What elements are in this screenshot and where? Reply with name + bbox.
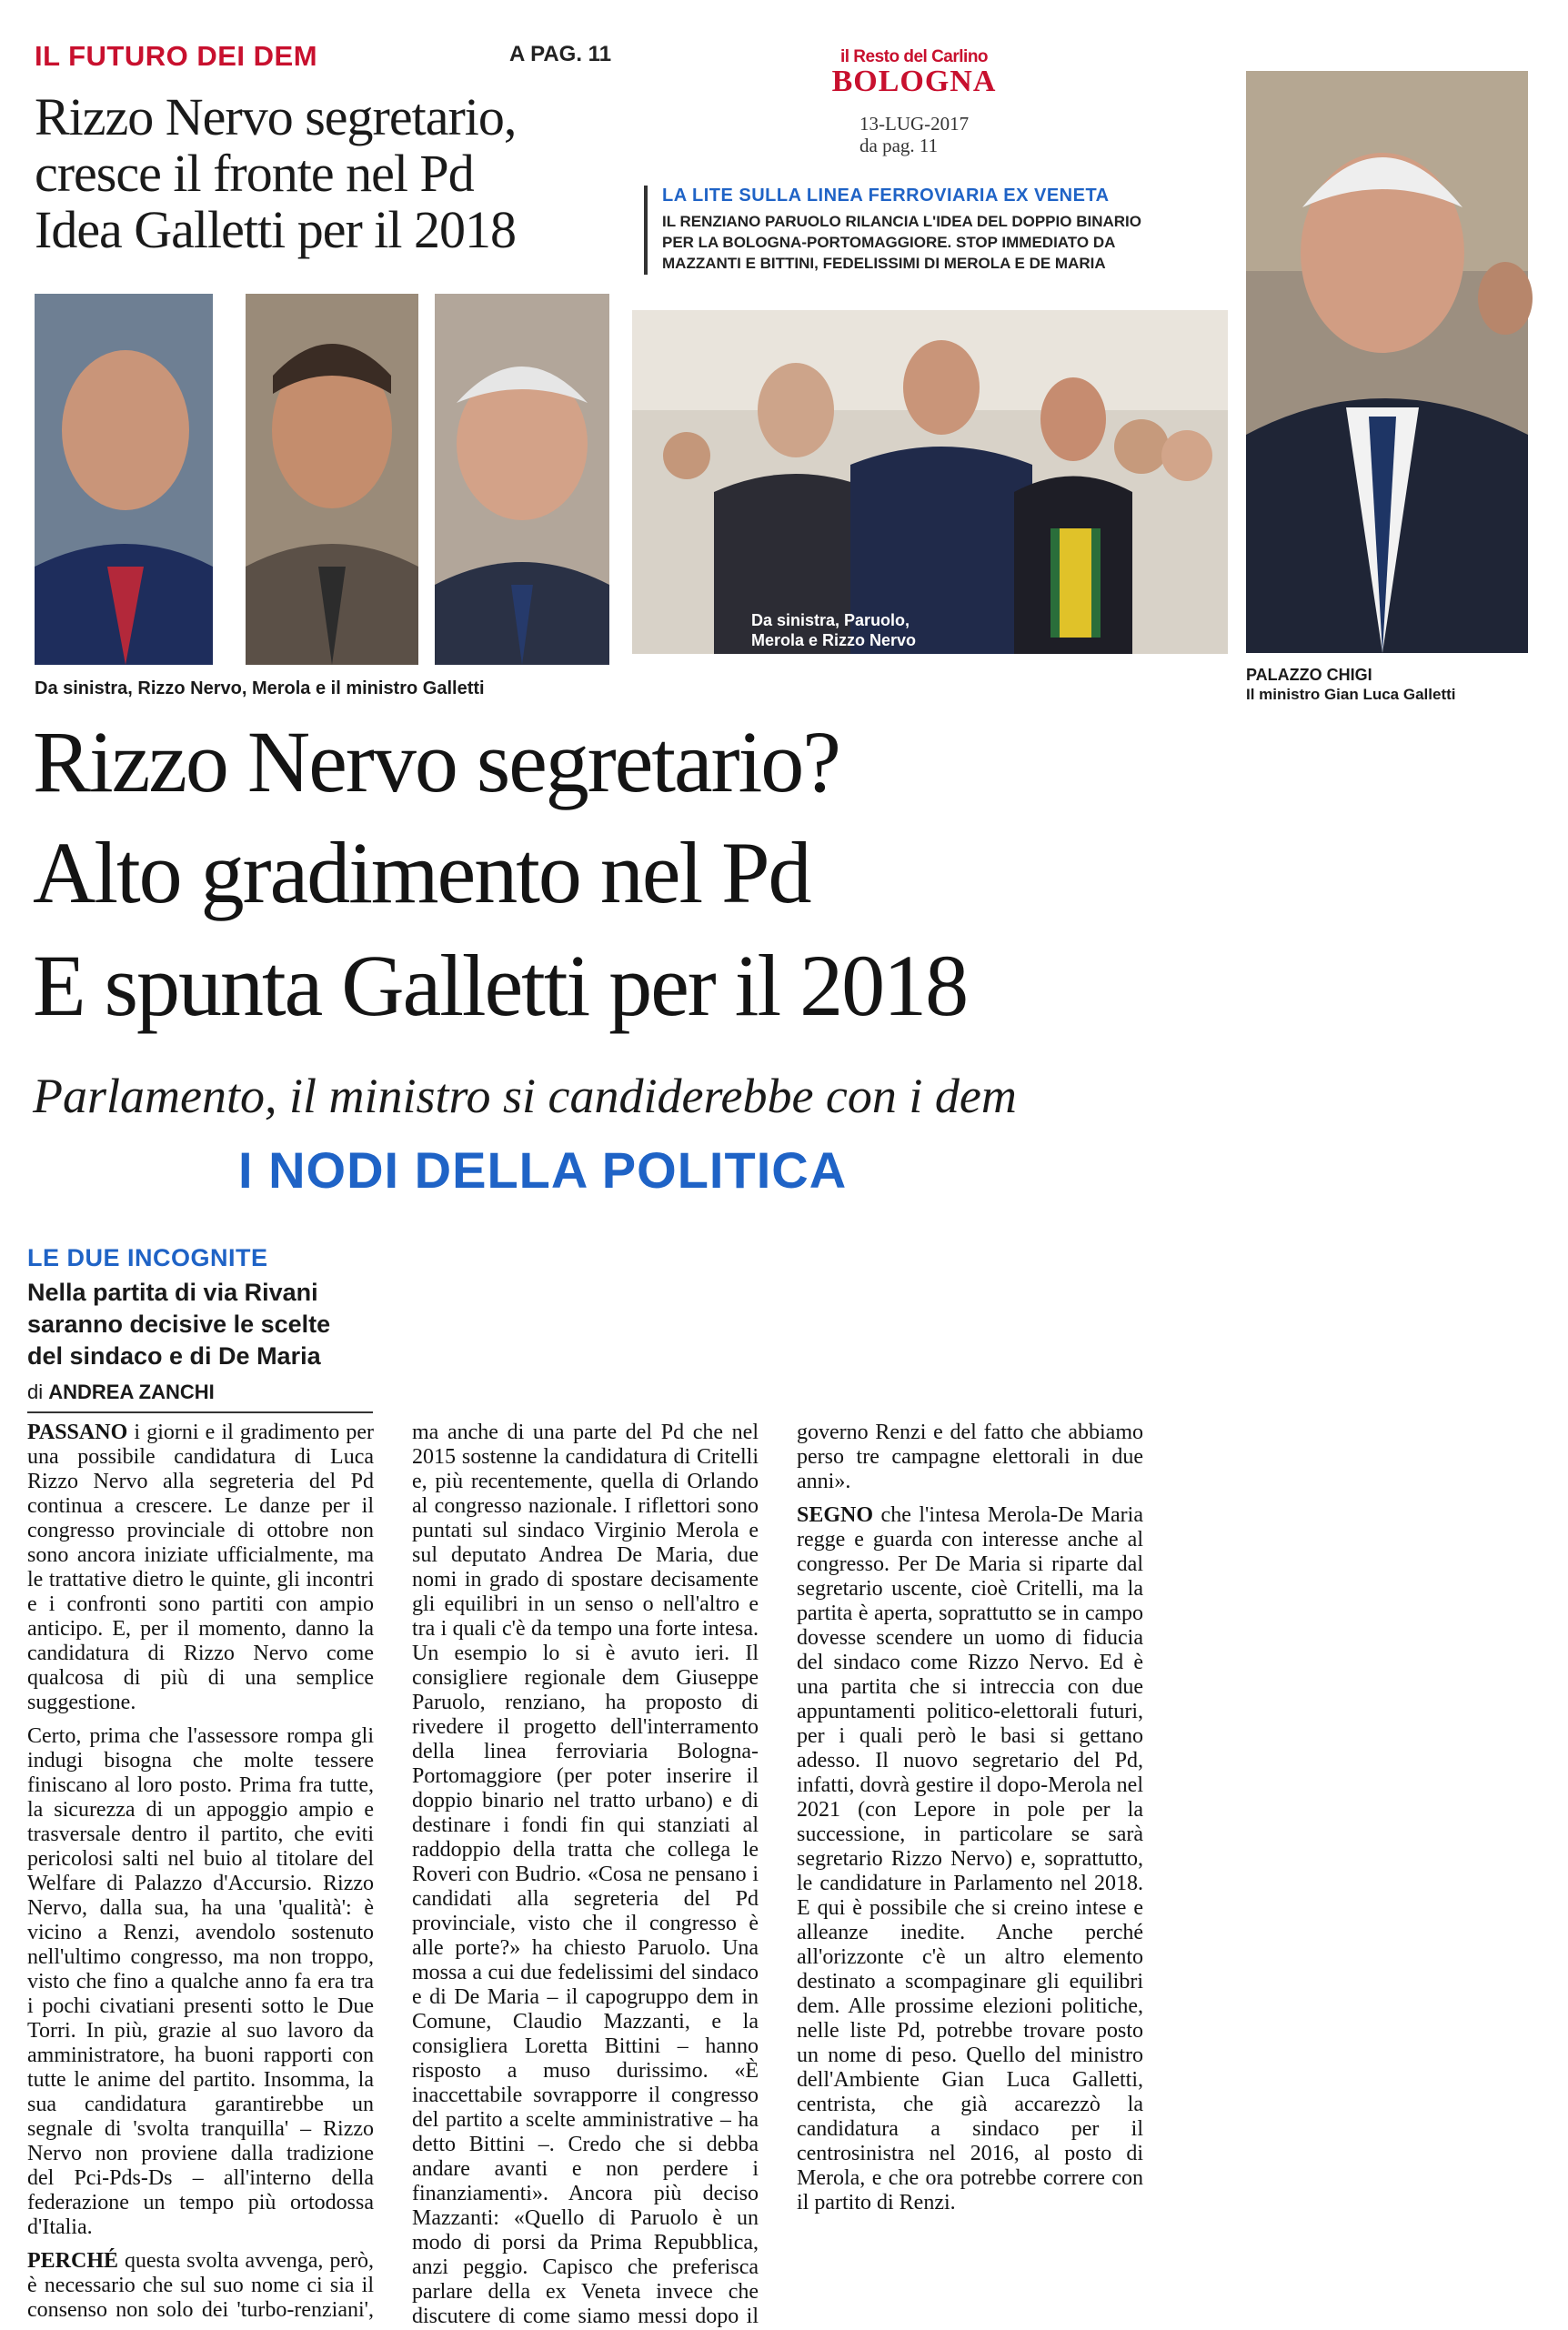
right-photo-caption-2: Il ministro Gian Luca Galletti [1246,686,1456,703]
paragraph-4-lead: SEGNO [797,1503,874,1527]
right-photo-caption-1: PALAZZO CHIGI [1246,666,1372,684]
byline-rule [27,1411,373,1413]
headline-line-3: E spunta Galletti per il 2018 [33,937,968,1034]
byline-author-prefix: di [27,1381,44,1403]
center-photo-caption-1: Da sinistra, Paruolo, [751,611,910,629]
paragraph-1-text: i giorni e il gradimento per una possibile candidatura di Luca Rizzo Nervo alla segreteria del Pd continua a crescere. Le danze per il congresso provinciale di ottobre non sono ancora iniziate ufficialmente, ma le trattative dietro le quinte, gli incontri e i confronti sono partiti con ampio anticipo. E, per il momento, danno la candidatura di Rizzo Nervo come qualcosa di più di una semplice suggestione. [27,1421,374,1714]
headline-line-2: Alto gradimento nel Pd [33,824,810,921]
portrait-merola [246,294,418,665]
article-body [27,1421,1528,2328]
portrait-galletti-right-image [1246,71,1528,653]
subheadline: Parlamento, il ministro si candiderebbe con i dem [33,1069,1017,1123]
byline-author [27,1381,215,1404]
group-photo [632,310,1228,654]
portrait-rizzo-nervo-image [35,294,213,665]
masthead-logo [823,47,1005,96]
paragraph-1 [27,1421,374,1715]
paragraph-3-text: questa svolta avvenga, però, è necessario che sul suo nome ci sia il consenso non solo dei 'turbo-renziani', ma anche di una parte del Pd che nel 2015 sostenne la candidatura di Critelli e, più recentemente, quella di Orlando al congresso nazionale. I riflettori sono puntati sul sindaco Virginio Merola e sul deputato Andrea De Maria, due nomi in grado di spostare decisamente gli equilibri in un senso o nell'altro e tra i quali c'è da tempo una forte intesa. Un esempio lo si è avuto ieri. Il consigliere regionale dem Giuseppe Paruolo, renziano, ha proposto di rivedere il progetto dell'interramento della linea ferroviaria Bologna-Portomaggiore (per poter inserire il doppio binario nel tratto urbano) e di destinare i fondi fin qui stanziati al raddoppio della tratta che collega le Roveri con Budrio. «Cosa ne pensano i candidati alla segreteria del Pd provinciale, visto che il congresso è alle porte?» ha chiesto Paruolo. Una mossa a cui due fedelissimi del sindaco e di De Maria – il capogruppo dem in Comune, Claudio Mazzanti, e la consigliera Loretta Bittini – hanno risposto a muso durissimo. «È inaccettabile sovrapporre il congresso del partito a scelte amministrative – ha detto Bittini –. Credo che si debba andare avanti e non perdere i finanziamenti». Ancora più deciso Mazzanti: «Quello di Paruolo è un modo di porsi da Prima Repubblica, anzi peggio. Capisco che preferisca parlare della ex Veneta invece che discutere di come siamo messi dopo il governo Renzi e del fatto che abbiamo perso tre campagne elettorali in due anni». [27,1421,1143,2328]
clipping-page: da pag. 11 [859,135,939,156]
paragraph-4 [797,1503,1143,2215]
portrait-merola-image [246,294,418,665]
paragraph-2: Certo, prima che l'assessore rompa gli indugi bisogna che molte tessere finiscano al loro posto. Prima fra tutte, la sicurezza di un appoggio ampio e trasversale dentro il partito, che eviti pericolosi salti nel buio al titolare del Welfare di Palazzo d'Accursio. Rizzo Nervo, dalla sua, ha una 'qualità': è vicino a Renzi, avendolo sostenuto nell'ultimo congresso, ma non troppo, visto che fino a qualche anno fa era tra i pochi civatiani presenti sotto le Due Torri. In più, grazie al suo lavoro da amministratore, ha buoni rapporti con tutte le anime del partito. Insomma, la sua candidatura garantirebbe un segnale di 'svolta tranquilla' – Rizzo Nervo non proviene dalla tradizione del Pci-Pds-Ds – all'interno della federazione un tempo più ortodossa d'Italia. [27,1724,374,2239]
sidebar-rule [644,186,648,275]
masthead-title: il Resto del Carlino [839,47,989,66]
byline-summary: Nella partita di via Rivani saranno decisive le scelte del sindaco e di De Maria [27,1279,331,1370]
paragraph-3-lead: PERCHÉ [27,2249,119,2273]
portrait-galletti [435,294,609,665]
sidebar-text: IL RENZIANO PARUOLO RILANCIA L'IDEA DEL DOPPIO BINARIO PER LA BOLOGNA-PORTOMAGGIORE. STOP IMMEDIATO DA MAZZANTI E BITTINI, FEDELISSIMI DI MEROLA E DE MARIA [662,213,1141,272]
clipping-date: 13-LUG-2017 [859,113,970,135]
top-kicker: IL FUTURO DEI DEM [35,40,318,72]
left-photo-caption: Da sinistra, Rizzo Nervo, Merola e il ministro Galletti [35,678,485,698]
teaser-title: Rizzo Nervo segretario, cresce il fronte nel Pd Idea Galletti per il 2018 [35,87,517,259]
headline-line-1: Rizzo Nervo segretario? [33,713,839,810]
portrait-rizzo-nervo [35,294,213,665]
article-columns [27,1421,1528,2330]
sidebar-kicker: LA LITE SULLA LINEA FERROVIARIA EX VENETA [662,186,1110,206]
masthead-city: BOLOGNA [831,65,997,98]
paragraph-1-lead: PASSANO [27,1421,128,1444]
group-photo-image [632,310,1228,654]
byline-kicker: LE DUE INCOGNITE [27,1244,268,1271]
paragraph-4-text: che l'intesa Merola-De Maria regge e guarda con interesse anche al congresso. Per De Maria si riparte dal segretario uscente, cioè Critelli, ma la partita è aperta, soprattutto se in campo dovesse scendere un uomo di fiducia del sindaco come Rizzo Nervo. Ed è una partita che si intreccia con due appuntamenti politico-elettorali futuri, per i quali però le basi si gettano adesso. Il nuovo segretario del Pd, infatti, dovrà gestire il dopo-Merola nel 2021 (con Lepore in pole per la successione, in particolare se sarà segretario Rizzo Nervo) e, soprattutto, le candidature in Parlamento nel 2018. E qui è possibile che si creino intese e alleanze inedite. Anche perché all'orizzonte c'è un altro elemento destinato a scompaginare gli equilibri dem. Alle prossime elezioni politiche, nelle liste Pd, potrebbe trovare posto un nome di peso. Quello del ministro dell'Ambiente Gian Luca Galletti, centrista, che già accarezzò la candidatura a sindaco per il centrosinistra nel 2016, al posto di Merola, e che ora potrebbe correre con il partito di Renzi. [797,1503,1143,2215]
portrait-galletti-right [1246,71,1528,653]
byline-author-name: ANDREA ZANCHI [48,1381,215,1403]
page-reference: A PAG. 11 [509,42,612,66]
portrait-galletti-image [435,294,609,665]
section-label: I NODI DELLA POLITICA [238,1141,848,1199]
center-photo-caption-2: Merola e Rizzo Nervo [751,631,917,649]
